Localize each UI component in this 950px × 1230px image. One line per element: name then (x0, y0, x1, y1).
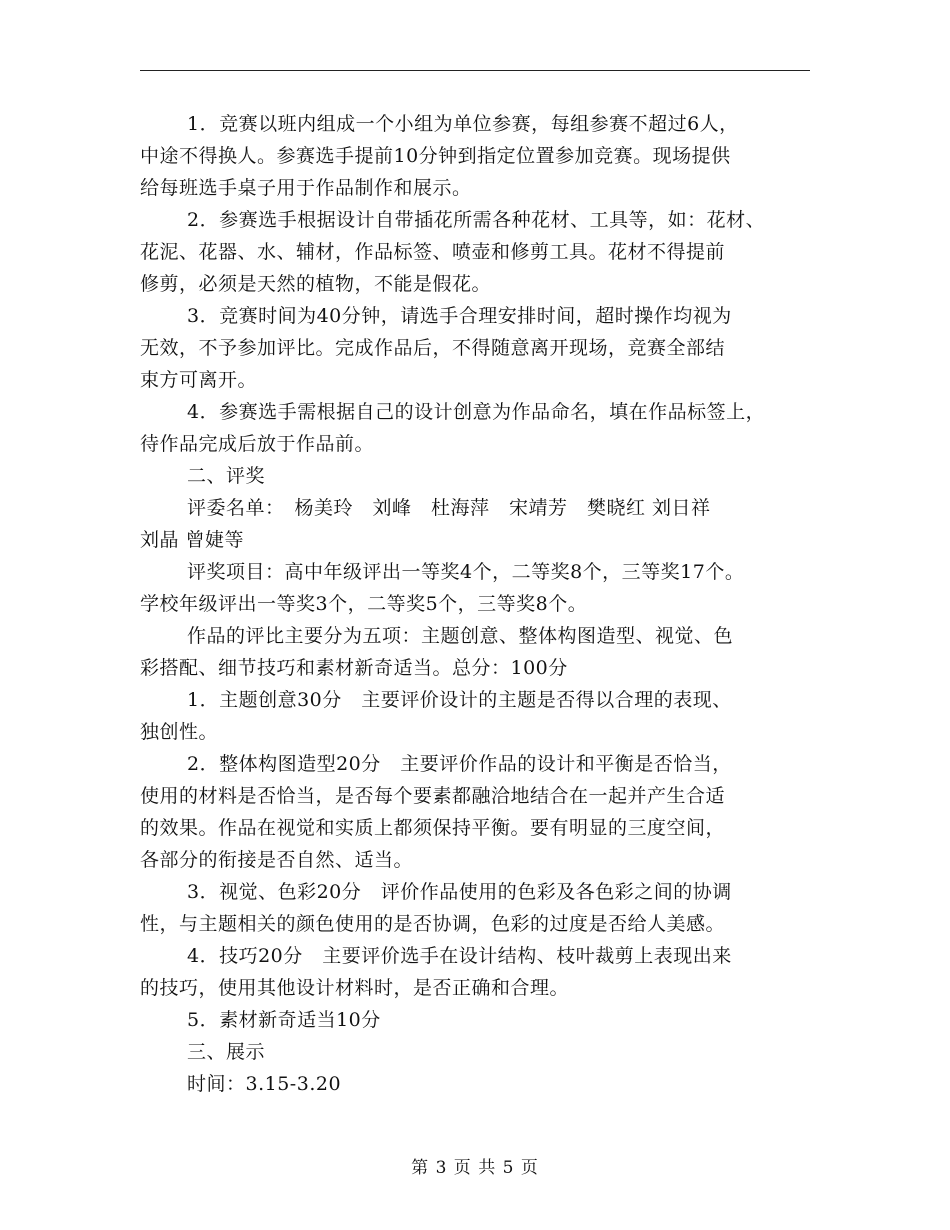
document-body (140, 108, 820, 1100)
text-line: 束方可离开。 (140, 369, 258, 391)
text-line: 的技巧，使用其他设计材料时，是否正确和合理。 (140, 977, 570, 999)
text-line: 3．视觉、色彩20分 评价作品使用的色彩及各色彩之间的协调 (187, 881, 732, 903)
header-rule (140, 70, 810, 71)
text-line: 时间：3.15-3.20 (187, 1073, 342, 1095)
text-line: 4．技巧20分 主要评价选手在设计结构、枝叶裁剪上表现出来 (187, 945, 732, 967)
text-line: 给每班选手桌子用于作品制作和展示。 (140, 177, 472, 199)
text-line: 的效果。作品在视觉和实质上都须保持平衡。要有明显的三度空间， (140, 817, 726, 839)
text-line: 2．整体构图造型20分 主要评价作品的设计和平衡是否恰当， (187, 753, 732, 775)
text-line: 4．参赛选手需根据自己的设计创意为作品命名，填在作品标签上， (187, 401, 766, 423)
text-line: 1．主题创意30分 主要评价设计的主题是否得以合理的表现、 (187, 689, 732, 711)
text-line: 学校年级评出一等奖3个，二等奖5个，三等奖8个。 (140, 593, 588, 615)
text-line: 花泥、花器、水、辅材，作品标签、喷壶和修剪工具。花材不得提前 (140, 241, 726, 263)
text-line: 独创性。 (140, 721, 219, 743)
text-line: 评委名单： 杨美玲 刘峰 杜海萍 宋靖芳 樊晓红 刘日祥 (187, 497, 711, 519)
page-footer: 第 3 页 共 5 页 (411, 1158, 539, 1178)
text-line: 各部分的衔接是否自然、适当。 (140, 849, 414, 871)
text-line: 待作品完成后放于作品前。 (140, 433, 375, 455)
text-line: 使用的材料是否恰当，是否每个要素都融洽地结合在一起并产生合适 (140, 785, 726, 807)
text-line: 作品的评比主要分为五项：主题创意、整体构图造型、视觉、色 (187, 625, 734, 647)
text-line: 彩搭配、细节技巧和素材新奇适当。总分：100分 (140, 657, 568, 679)
text-line: 三、展示 (187, 1041, 266, 1063)
text-line: 2．参赛选手根据设计自带插花所需各种花材、工具等，如：花材、 (187, 209, 766, 231)
text-line: 性，与主题相关的颜色使用的是否协调，色彩的过度是否给人美感。 (140, 913, 726, 935)
text-line: 无效，不予参加评比。完成作品后，不得随意离开现场，竞赛全部结 (140, 337, 726, 359)
text-line: 修剪，必须是天然的植物，不能是假花。 (140, 273, 492, 295)
text-line: 5．素材新奇适当10分 (187, 1009, 381, 1031)
text-line: 1．竞赛以班内组成一个小组为单位参赛，每组参赛不超过6人， (187, 113, 739, 135)
text-line: 3．竞赛时间为40分钟，请选手合理安排时间，超时操作均视为 (187, 305, 732, 327)
text-line: 刘晶 曾婕等 (140, 529, 245, 551)
text-line: 二、评奖 (187, 465, 266, 487)
text-line: 中途不得换人。参赛选手提前10分钟到指定位置参加竞赛。现场提供 (140, 145, 731, 167)
text-line: 评奖项目：高中年级评出一等奖4个，二等奖8个，三等奖17个。 (187, 561, 745, 583)
